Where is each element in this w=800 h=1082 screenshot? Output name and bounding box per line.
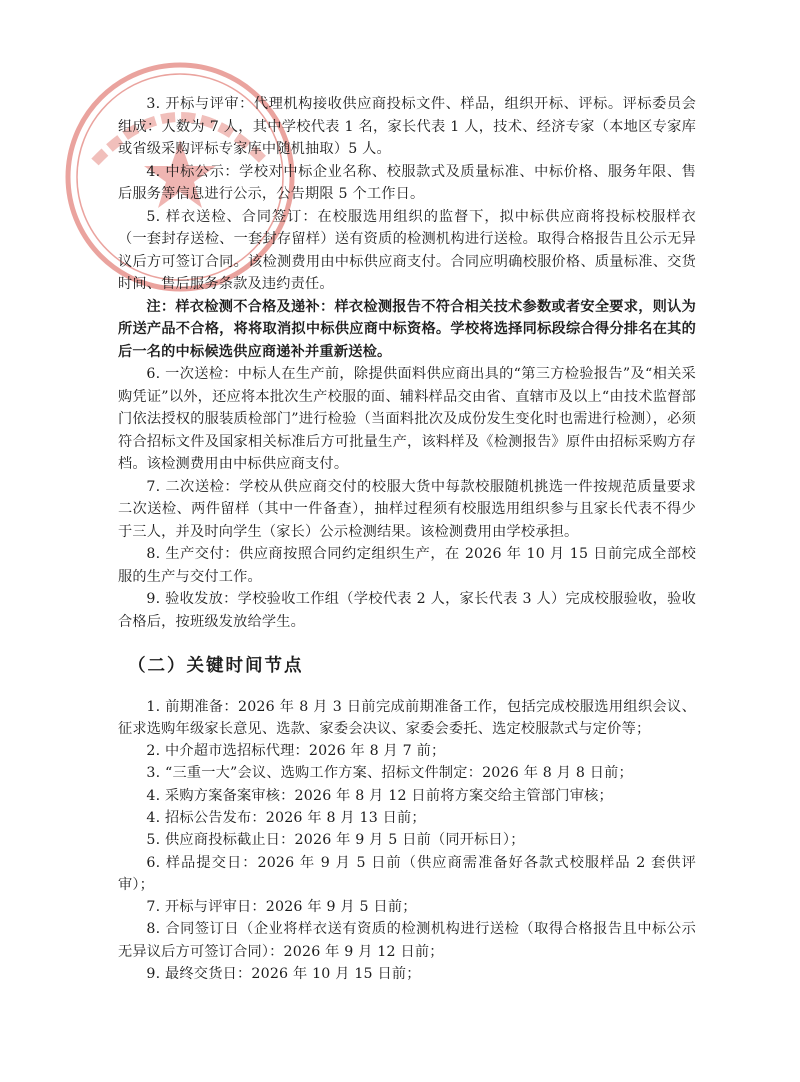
paragraph-award-publicity: 4. 中标公示：学校对中标企业名称、校服款式及质量标准、中标价格、服务年限、售后服务等信息进行公示，公告期限 5 个工作日。 [118, 163, 696, 202]
document-body [118, 93, 696, 985]
timeline-item: 3. “三重一大”会议、选购工作方案、招标文件制定：2026 年 8 月 8 日前； [146, 765, 633, 782]
timeline-item: 1. 前期准备：2026 年 8 月 3 日前完成前期准备工作，包括完成校服选用组织会议、征求选购年级家长意见、选款、家委会决议、家委会委托、选定校服款式与定价等； [118, 698, 696, 737]
timeline-item: 7. 开标与评审日：2026 年 9 月 5 日前； [146, 899, 417, 916]
timeline-item: 4. 采购方案备案审核：2026 年 8 月 12 日前将方案交给主管部门审核； [146, 787, 613, 804]
paragraph-second-inspection: 7. 二次送检：学校从供应商交付的校服大货中每款校服随机挑选一件按规范质量要求二次送检、两件留样（其中一件备查），抽样过程须有校服选用组织参与且家长代表不得少于三人，并及时向学生（家长）公示检测结果。该检测费用由学校承担。 [118, 478, 696, 540]
paragraph-production-delivery: 8. 生产交付：供应商按照合同约定组织生产，在 2026 年 10 月 15 日前完成全部校服的生产与交付工作。 [118, 546, 696, 585]
timeline-item: 9. 最终交货日：2026 年 10 月 15 日前； [146, 966, 421, 983]
paragraph-first-inspection: 6. 一次送检：中标人在生产前，除提供面料供应商出具的“第三方检验报告”及“相关采购凭证”以外，还应将本批次生产校服的面、辅料样品交由省、直辖市及以上“由技术监督部门依法授权的服装质检部门”进行检验（当面料批次及成份发生变化时也需进行检测），必须符合招标文件及国家相关标准后方可批量生产，该料样及《检测报告》原件由招标采购方存档。该检测费用由中标供应商支付。 [118, 366, 696, 472]
timeline-item: 5. 供应商投标截止日：2026 年 9 月 5 日前（同开标日）； [146, 832, 525, 849]
note-lead: 注： [146, 298, 176, 315]
timeline-item: 2. 中介超市选招标代理：2026 年 8 月 7 前； [146, 743, 446, 760]
timeline-list [118, 696, 696, 986]
paragraph-acceptance: 9. 验收发放：学校验收工作组（学校代表 2 人，家长代表 3 人）完成校服验收，验收合格后，按班级发放给学生。 [118, 591, 696, 630]
note-text: 样衣检测不合格及递补：样衣检测报告不符合相关技术参数或者安全要求，则认为所送产品不合格，将将取消拟中标供应商中标资格。学校将选择同标段综合得分排名在其的后一名的中标候选供应商递补并重新送检。 [118, 298, 697, 360]
paragraph-sample-inspection: 5. 样衣送检、合同签订：在校服选用组织的监督下，拟中标供应商将投标校服样衣（一套封存送检、一套封存留样）送有资质的检测机构进行送检。取得合格报告且公示无异议后方可签订合同。该检测费用由中标供应商支付。合同应明确校服价格、质量标准、交货时间、售后服务条款及违约责任。 [118, 208, 696, 292]
section-heading-key-milestones: （二）关键时间节点 [128, 656, 304, 676]
timeline-item: 4. 招标公告发布：2026 年 8 月 13 日前； [146, 809, 426, 826]
paragraph-bid-opening: 3. 开标与评审：代理机构接收供应商投标文件、样品，组织开标、评标。评标委员会组成：人数为 7 人，其中学校代表 1 名，家长代表 1 人，技术、经济专家（本地区专家库或省级采购评标专家库中随机抽取）5 人。 [118, 96, 696, 157]
note-paragraph [118, 296, 696, 364]
timeline-item: 6. 样品提交日：2026 年 9 月 5 日前（供应商需准备好各款式校服样品 2 套供评审）； [118, 854, 696, 893]
timeline-item: 8. 合同签订日（企业将样衣送有资质的检测机构进行送检（取得合格报告且中标公示无异议后方可签订合同）：2026 年 9 月 12 日前； [118, 921, 696, 960]
